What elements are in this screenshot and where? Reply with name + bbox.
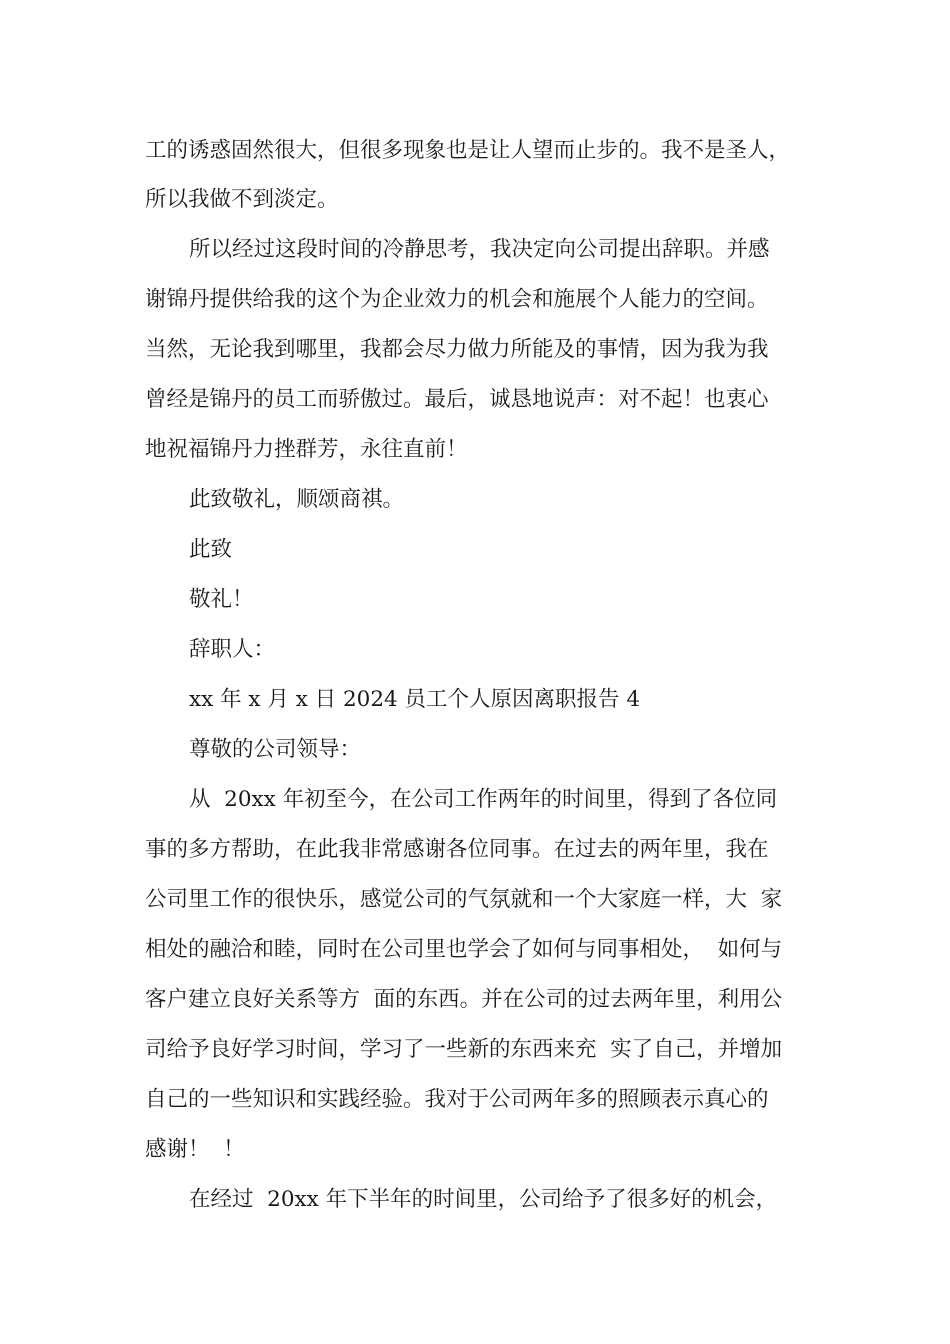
closing-salutation: 此致敬礼，顺颂商祺。 xyxy=(189,487,405,512)
text-line: 自己的一些知识和实践经验。我对于公司两年多的照顾表示真心的 xyxy=(145,1087,769,1112)
text-line: 地祝福锦丹力挫群芳，永往直前！ xyxy=(145,437,468,462)
closing-line: 此致 xyxy=(189,537,233,562)
text-line: 司给予良好学习时间，学习了一些新的东西来充 实了自己，并增加 xyxy=(145,1037,783,1062)
text-line: 事的多方帮助，在此我非常感谢各位同事。在过去的两年里，我在 xyxy=(145,837,769,862)
date-and-heading: xx 年 x 月 x 日 2024 员工个人原因离职报告 4 xyxy=(189,687,641,712)
text-line: 所以我做不到淡定。 xyxy=(145,187,339,212)
text-line: 工的诱惑固然很大，但很多现象也是让人望而止步的。我不是圣人， xyxy=(145,138,791,163)
signature-label: 辞职人： xyxy=(189,637,276,662)
text-line: 谢锦丹提供给我的这个为企业效力的机会和施展个人能力的空间。 xyxy=(145,287,769,312)
text-line: 相处的融洽和睦，同时在公司里也学会了如何与同事相处， 如何与 xyxy=(145,937,783,962)
text-line: 公司里工作的很快乐，感觉公司的气氛就和一个大家庭一样，大 家 xyxy=(145,887,783,912)
text-line: 客户建立良好关系等方 面的东西。并在公司的过去两年里，利用公 xyxy=(145,987,783,1012)
text-line: 感谢！ ！ xyxy=(145,1137,245,1162)
letter-greeting: 尊敬的公司领导： xyxy=(189,737,362,762)
text-line: 曾经是锦丹的员工而骄傲过。最后，诚恳地说声：对不起！也衷心 xyxy=(145,387,769,412)
paragraph-start: 在经过 20xx 年下半年的时间里，公司给予了很多好的机会， xyxy=(189,1187,778,1212)
paragraph-start: 从 20xx 年初至今，在公司工作两年的时间里，得到了各位同 xyxy=(189,787,778,812)
paragraph-start: 所以经过这段时间的冷静思考，我决定向公司提出辞职。并感 xyxy=(189,237,770,262)
closing-line: 敬礼！ xyxy=(189,587,254,612)
text-line: 当然，无论我到哪里，我都会尽力做力所能及的事情，因为我为我 xyxy=(145,337,769,362)
